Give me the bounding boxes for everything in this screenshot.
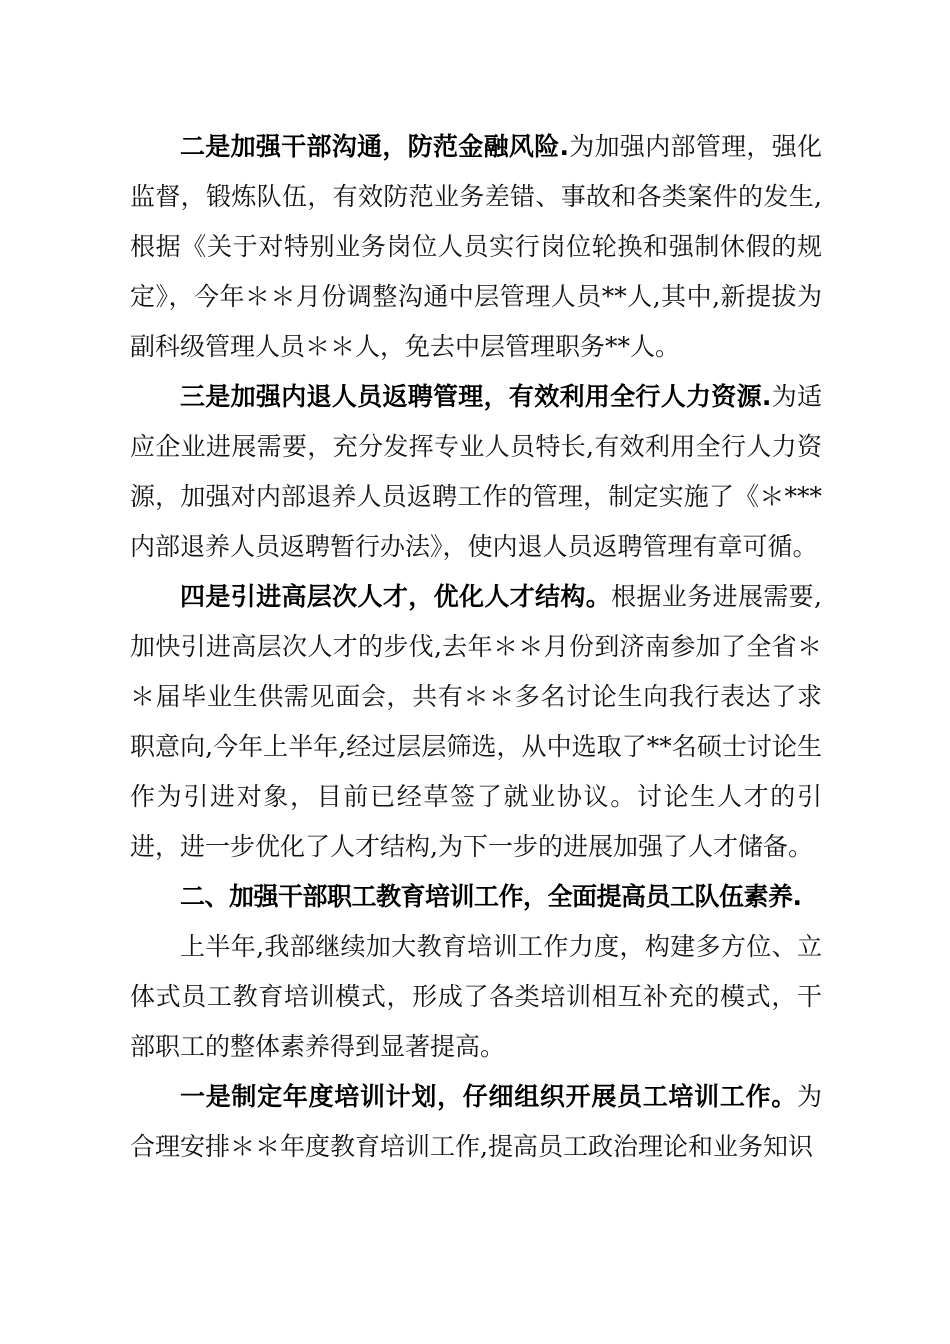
paragraph-lead: 三是加强内退人员返聘管理，有效利用全行人力资源. [180,382,772,411]
section-heading: 二、加强干部职工教育培训工作，全面提高员工队伍素养. [180,882,802,911]
paragraph-retired-rehire [130,372,822,572]
paragraph-lead: 一是制定年度培训计划，仔细组织开展员工培训工作。 [180,1082,797,1111]
paragraph-text: 为适应企业进展需要，充分发挥专业人员特长,有效利用全行人力资源，加强对内部退养人员返聘工作的管理，制定实施了《＊***内部退养人员返聘暂行办法》，使内退人员返聘管理有章可循。 [130,382,822,561]
paragraph-annual-training-plan [130,1072,822,1172]
paragraph-talent-introduction [130,572,822,872]
paragraph-text: 为加强内部管理，强化监督，锻炼队伍，有效防范业务差错、事故和各类案件的发生,根据《关于对特别业务岗位人员实行岗位轮换和强制休假的规定》，今年＊＊月份调整沟通中层管理人员**人,其中,新提拔为副科级管理人员＊＊人，免去中层管理职务**人。 [130,132,822,361]
section-intro: 上半年,我部继续加大教育培训工作力度，构建多方位、立体式员工教育培训模式，形成了各类培训相互补充的模式，干部职工的整体素养得到显著提高。 [130,932,822,1061]
paragraph-lead: 四是引进高层次人才，优化人才结构。 [180,582,612,611]
paragraph-lead: 二是加强干部沟通，防范金融风险. [180,132,569,161]
document-body [130,122,822,1172]
paragraph-text: 为合理安排＊＊年度教育培训工作,提高员工政治理论和业务知识 [130,1082,822,1161]
paragraph-text: 根据业务进展需要,加快引进高层次人才的步伐,去年＊＊月份到济南参加了全省＊＊届毕业生供需见面会，共有＊＊多名讨论生向我行表达了求职意向,今年上半年,经过层层筛选，从中选取了**名硕士讨论生作为引进对象，目前已经草签了就业协议。讨论生人才的引进，进一步优化了人才结构,为下一步的进展加强了人才储备。 [130,582,822,861]
paragraph-cadre-communication [130,122,822,372]
